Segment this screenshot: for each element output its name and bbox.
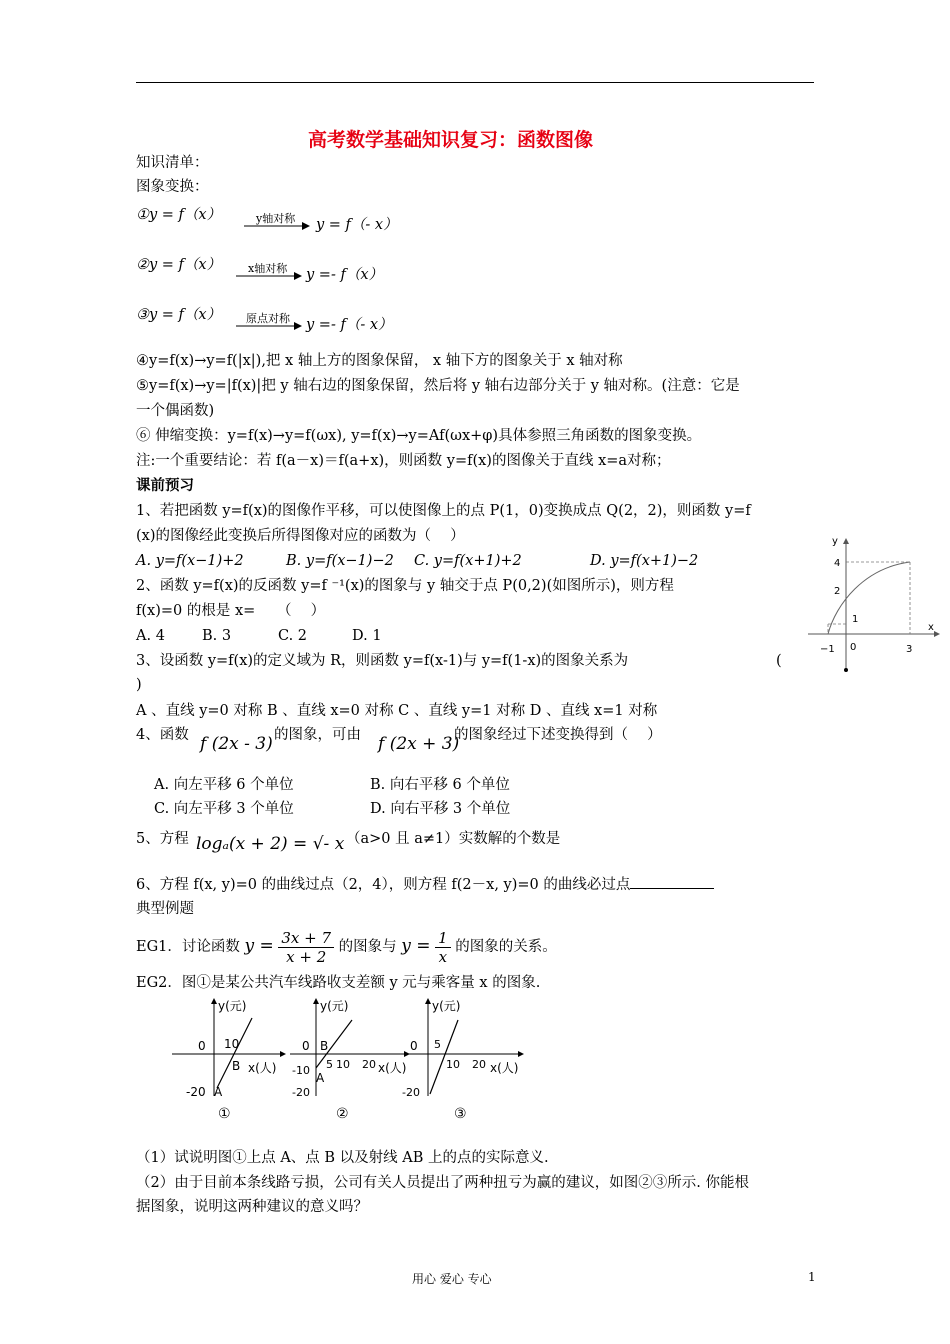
q5-expression: logₐ(x + 2) = √- x: [196, 834, 345, 854]
q2-graph-tick-x0: 0: [850, 642, 857, 653]
q4-func-2: f (2x + 3): [378, 734, 460, 754]
transform-1-arrow-label: y轴对称: [256, 212, 296, 225]
q1-line2: (x)的图像经此变换后所得图像对应的函数为（ ）: [136, 528, 465, 544]
graph-1-ylabel: y(元): [218, 999, 247, 1013]
q4-suffix: 的图象经过下述变换得到（ ）: [454, 727, 662, 743]
q6-text: 6、方程 f(x, y)=0 的曲线过点（2，4），则方程 f(2－x, y)=0 的曲线必过点: [136, 877, 631, 893]
eg1-den-1: x + 2: [286, 947, 327, 966]
transform-2-lhs: ②y = f（x）: [136, 257, 222, 273]
graph-3-label-20: 20: [472, 1058, 486, 1071]
graph-1-origin: 0: [198, 1039, 206, 1053]
q1-option-c: C. y=f(x+1)+2: [414, 553, 522, 569]
graph-1: [168, 996, 288, 1126]
sub-question-2a: （2）由于目前本条线路亏损，公司有关人员提出了两种扭亏为赢的建议，如图②③所示. 你能根: [136, 1175, 749, 1191]
q4-option-c: C. 向左平移 3 个单位: [154, 801, 294, 817]
eg2: EG2．图①是某公共汽车线路收支差额 y 元与乘客量 x 的图象.: [136, 975, 541, 991]
graph-2-xlabel: x(人): [378, 1061, 407, 1075]
eg1-fraction-1: [278, 929, 334, 966]
q2-graph-tick-x3: 3: [906, 644, 913, 655]
graph-2-label-m10: -10: [292, 1064, 310, 1077]
eg1-den-2: x: [438, 947, 448, 966]
graph-3-xlabel: x(人): [490, 1061, 519, 1075]
footer: 用心 爱心 专心: [412, 1272, 492, 1286]
graph-1-xlabel: x(人): [248, 1061, 277, 1075]
q4-option-a: A. 向左平移 6 个单位: [154, 777, 294, 793]
q2-graph-tick-y2: 2: [834, 586, 841, 597]
rule-5b: 一个偶函数): [136, 403, 215, 419]
q4-prefix: 4、函数: [136, 727, 189, 743]
q4-func-1: f (2x - 3): [200, 734, 273, 754]
graph-2-label-5: 5: [326, 1058, 333, 1071]
graph-2: [286, 996, 414, 1126]
q2-option-b: B. 3: [202, 628, 232, 644]
section-knowledge: 知识清单：: [136, 155, 209, 171]
note: 注:一个重要结论：若 f(a－x)＝f(a+x)，则函数 y=f(x)的图像关于直线 x=a对称；: [136, 453, 671, 469]
eg1-y-equals: y =: [244, 936, 274, 956]
q3-paren-open: (: [776, 653, 782, 669]
graph-3-origin: 0: [410, 1039, 418, 1053]
graph-1-label-10: 10: [224, 1037, 240, 1051]
graph-1-label-m20: -20: [186, 1085, 206, 1099]
q1-option-a: A. y=f(x−1)+2: [136, 553, 244, 569]
transform-3-arrow-label: 原点对称: [246, 312, 290, 325]
rule-5a: ⑤y=f(x)→y=|f(x)|把 y 轴右边的图象保留，然后将 y 轴右边部分关于 y 轴对称。(注意：它是: [136, 378, 740, 394]
transform-1-lhs: ①y = f（x）: [136, 207, 222, 223]
graph-3-label-10: 10: [446, 1058, 460, 1071]
transform-3-rhs: y =- f（- x）: [306, 317, 393, 333]
graph-3-label-5: 5: [434, 1038, 441, 1051]
graph-3: [400, 996, 528, 1126]
eg1-prefix: EG1．讨论函数: [136, 939, 240, 955]
q1-option-d: D. y=f(x+1)−2: [590, 553, 699, 569]
q2-graph-tick-xm1: −1: [820, 644, 835, 655]
q2-option-c: C. 2: [278, 628, 308, 644]
q4-option-b: B. 向右平移 6 个单位: [370, 777, 510, 793]
graph-2-ylabel: y(元): [320, 999, 349, 1013]
graph-2-label-a: A: [316, 1071, 325, 1085]
transform-1-rhs: y = f（- x）: [316, 217, 398, 233]
q4-option-d: D. 向右平移 3 个单位: [370, 801, 511, 817]
eg1-mid: 的图象与: [338, 939, 397, 955]
graph-1-caption: ①: [218, 1106, 231, 1122]
graph-2-label-20: 20: [362, 1058, 376, 1071]
eg1-suffix: 的图象的关系。: [455, 939, 557, 955]
preview-heading: 课前预习: [136, 477, 194, 494]
graph-2-label-m20: -20: [292, 1086, 310, 1099]
q2-graph: [804, 534, 946, 676]
eg1-num-1: 3x + 7: [278, 929, 334, 948]
graph-3-caption: ③: [454, 1106, 467, 1122]
transform-2-rhs: y =- f（x）: [306, 267, 384, 283]
q1-option-b: B. y=f(x−1)−2: [286, 553, 394, 569]
q3-paren-close: ): [136, 677, 142, 693]
transform-3-lhs: ③y = f（x）: [136, 307, 222, 323]
transform-2-arrow-label: x轴对称: [248, 262, 288, 275]
sub-question-2b: 据图象，说明这两种建议的意义吗？: [136, 1199, 368, 1215]
q4-mid: 的图象，可由: [274, 727, 361, 743]
q2-graph-ylabel: y: [832, 536, 838, 547]
graph-1-label-a: A: [214, 1085, 223, 1099]
q2-graph-tick-y4: 4: [834, 558, 841, 569]
graph-3-ylabel: y(元): [432, 999, 461, 1013]
graph-1-label-b: B: [232, 1059, 241, 1073]
q6-answer-blank: [630, 874, 714, 889]
q1-line1: 1、若把函数 y=f(x)的图像作平移，可以使图像上的点 P(1，0)变换成点 Q(2，2)，则函数 y=f: [136, 503, 751, 519]
q6: [136, 874, 714, 896]
eg1-fraction-2: [435, 929, 451, 966]
rule-6: ⑥ 伸缩变换：y=f(x)→y=f(ωx), y=f(x)→y=Af(ωx+φ)具体参照三角函数的图象变换。: [136, 428, 702, 444]
header-rule: [136, 82, 814, 83]
eg1-y-equals-2: y =: [401, 936, 431, 956]
q2-graph-xlabel: x: [928, 622, 934, 633]
q5-prefix: 5、方程: [136, 831, 189, 847]
page-title: 高考数学基础知识复习：函数图像: [308, 129, 594, 151]
q2-option-a: A. 4: [136, 628, 165, 644]
page-number: 1: [808, 1270, 816, 1284]
rule-4: ④y=f(x)→y=f(|x|),把 x 轴上方的图象保留， x 轴下方的图象关于 x 轴对称: [136, 353, 623, 369]
graph-2-label-b: B: [320, 1039, 329, 1053]
q2-option-d: D. 1: [352, 628, 382, 644]
q5-suffix: （a>0 且 a≠1）实数解的个数是: [346, 831, 561, 847]
q2-line1: 2、函数 y=f(x)的反函数 y=f ⁻¹(x)的图象与 y 轴交于点 P(0,2)(如图所示)，则方程: [136, 578, 674, 594]
section-transform: 图象变换：: [136, 179, 209, 195]
eg1: [136, 924, 557, 972]
graph-3-label-m20: -20: [402, 1086, 420, 1099]
examples-heading: 典型例题: [136, 901, 194, 917]
q3-line1: 3、设函数 y=f(x)的定义域为 R，则函数 y=f(x-1)与 y=f(1-x)的图象关系为: [136, 653, 629, 669]
sub-question-1: （1）试说明图①上点 A、点 B 以及射线 AB 上的点的实际意义.: [136, 1150, 549, 1166]
graph-2-origin: 0: [302, 1039, 310, 1053]
q2-line2: f(x)=0 的根是 x= （ ）: [136, 603, 326, 619]
graph-2-label-10: 10: [336, 1058, 350, 1071]
q2-graph-tick-y1: 1: [852, 614, 859, 625]
eg1-num-2: 1: [435, 929, 451, 948]
q3-options: A 、直线 y=0 对称 B 、直线 x=0 对称 C 、直线 y=1 对称 D 、直线 x=1 对称: [136, 703, 658, 719]
graph-2-caption: ②: [336, 1106, 349, 1122]
